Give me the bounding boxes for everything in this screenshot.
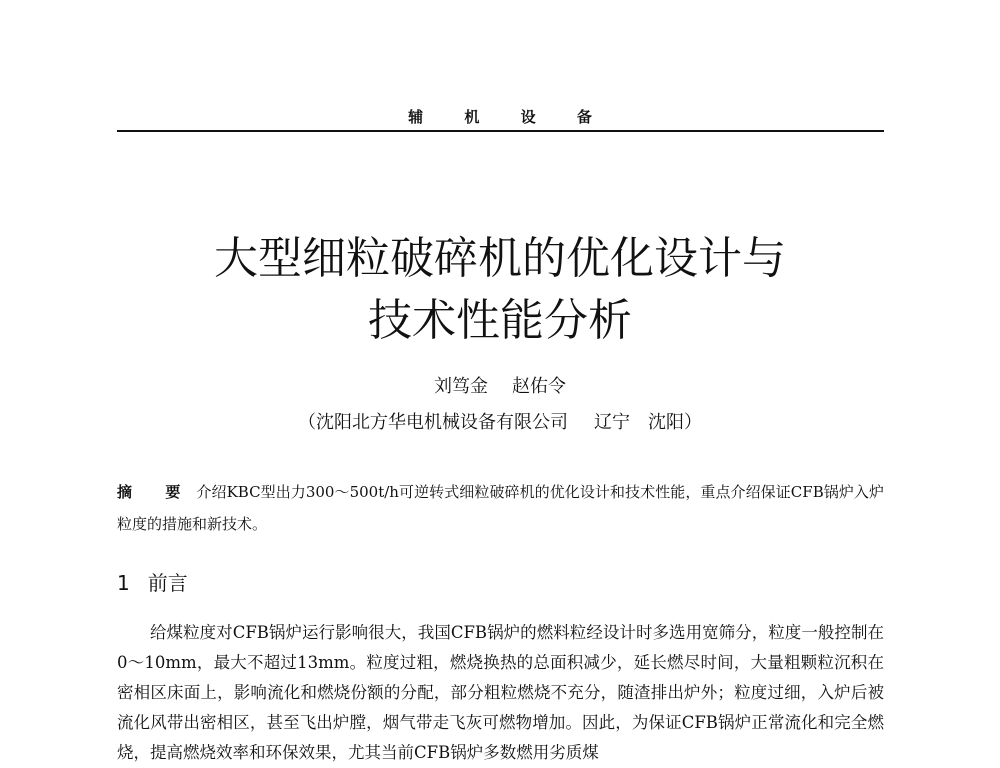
abstract-text: 介绍KBC型出力300～500t/h可逆转式细粒破碎机的优化设计和技术性能，重点介绍保证CFB锅炉入炉粒度的措施和新技术。 <box>117 483 884 533</box>
article-title <box>0 228 1000 352</box>
author-1: 刘笃金 <box>434 376 488 397</box>
abstract <box>117 476 884 540</box>
title-line-2: 技术性能分析 <box>368 295 632 346</box>
abstract-label: 摘 要 <box>117 483 195 501</box>
affiliation-location: 辽宁 沈阳） <box>594 412 702 433</box>
title-line-1: 大型细粒破碎机的优化设计与 <box>214 233 786 284</box>
section-heading <box>117 567 188 596</box>
affiliation-org: （沈阳北方华电机械设备有限公司 <box>298 412 568 433</box>
section-number: 1 <box>117 571 130 595</box>
author-list <box>0 372 1000 398</box>
affiliation <box>0 408 1000 434</box>
running-head: 辅 机 设 备 <box>408 108 610 126</box>
section-title: 前言 <box>147 571 188 595</box>
author-2: 赵佑令 <box>512 376 566 397</box>
body-paragraph: 给煤粒度对CFB锅炉运行影响很大，我国CFB锅炉的燃料粒经设计时多选用宽筛分，粒度一般控制在0～10mm，最大不超过13mm。粒度过粗，燃烧换热的总面积减少，延长燃尽时间，大量粗颗粒沉积在密相区床面上，影响流化和燃烧份额的分配，部分粗粒燃烧不充分，随渣排出炉外；粒度过细，入炉后被流化风带出密相区，甚至飞出炉膛，烟气带走飞灰可燃物增加。因此，为保证CFB锅炉正常流化和完全燃烧，提高燃烧效率和环保效果，尤其当前CFB锅炉多数燃用劣质煤 <box>117 623 884 762</box>
header-rule <box>117 130 884 132</box>
